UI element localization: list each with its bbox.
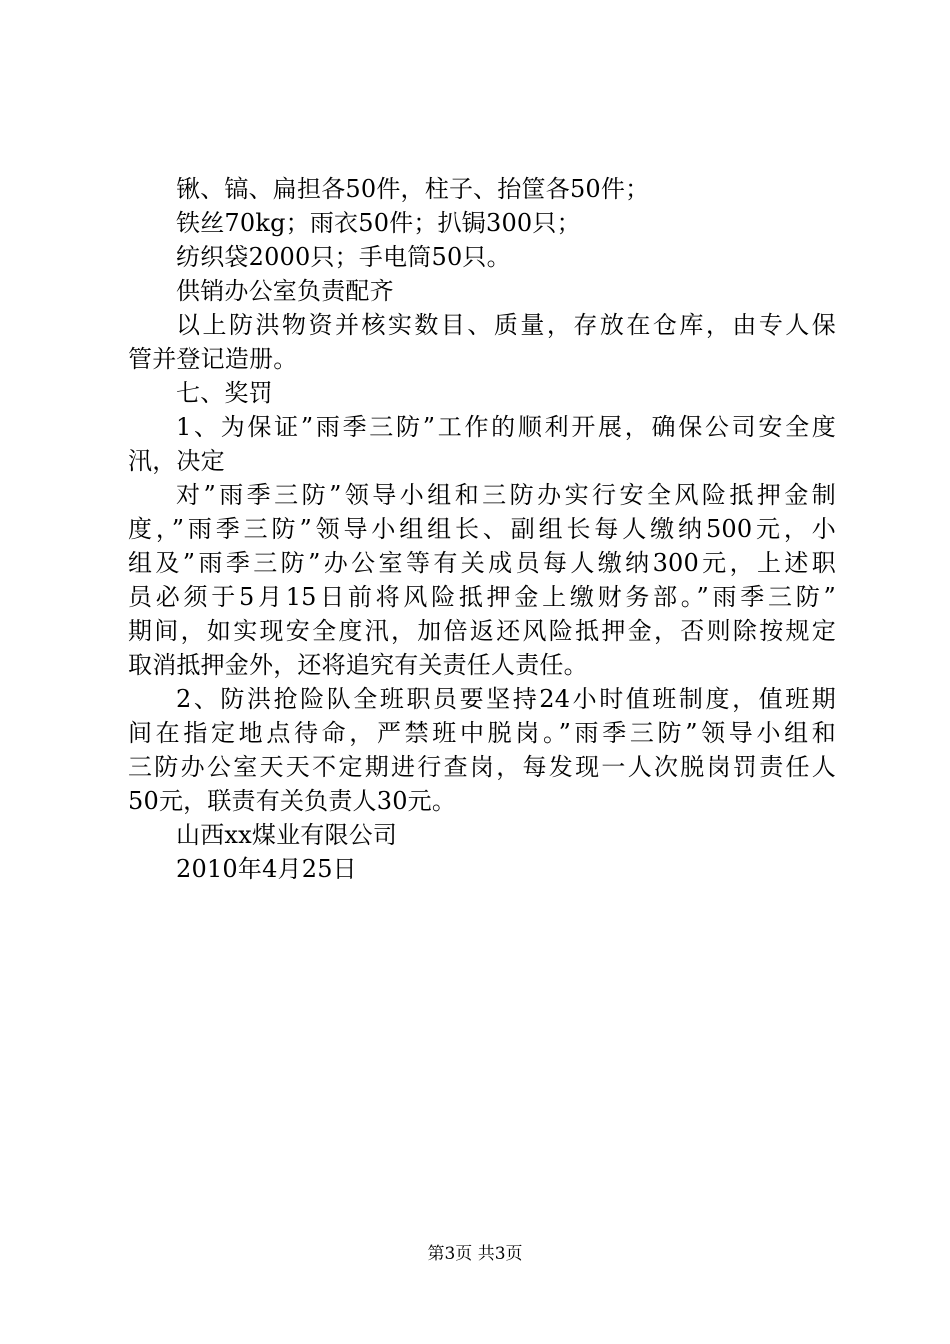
text-line: 供销办公室负责配齐 (176, 277, 394, 305)
text-line: 对”雨季三防”领导小组和三防办实行安全风险抵押金制 (176, 481, 836, 509)
text-line: 员必须于5月15日前将风险抵押金上缴财务部。”雨季三防” (128, 583, 836, 611)
text-line: 1、为保证”雨季三防”工作的顺利开展，确保公司安全度 (176, 413, 836, 441)
text-line: 2、防洪抢险队全班职员要坚持24小时值班制度，值班期 (176, 685, 836, 713)
text-line: 管并登记造册。 (128, 345, 298, 373)
text-line: 间在指定地点待命，严禁班中脱岗。”雨季三防”领导小组和 (128, 719, 836, 747)
text-line: 度，”雨季三防”领导小组组长、副组长每人缴纳500元，小 (128, 515, 836, 543)
text-line: 取消抵押金外，还将追究有关责任人责任。 (128, 651, 588, 679)
page-number: 第3页 共3页 (427, 1244, 523, 1264)
text-line: 汛，决定 (128, 447, 225, 475)
section-heading: 七、奖罚 (176, 379, 273, 407)
text-line: 三防办公室天天不定期进行查岗，每发现一人次脱岗罚责任人 (128, 753, 836, 781)
text-line: 50元，联责有关负责人30元。 (128, 787, 457, 815)
document-body (128, 172, 836, 886)
text-line: 以上防洪物资并核实数目、质量，存放在仓库，由专人保 (176, 311, 836, 339)
text-line: 锹、镐、扁担各50件，柱子、抬筐各50件； (176, 175, 650, 203)
text-line: 期间，如实现安全度汛，加倍返还风险抵押金，否则除按规定 (128, 617, 836, 645)
text-line: 纺织袋2000只；手电筒50只。 (176, 243, 511, 271)
text-line: 铁丝70kg；雨衣50件；扒锔300只； (176, 209, 581, 237)
text-line: 组及”雨季三防”办公室等有关成员每人缴纳300元，上述职 (128, 549, 836, 577)
company-signature: 山西xx煤业有限公司 (176, 821, 398, 849)
document-date: 2010年4月25日 (176, 855, 357, 883)
